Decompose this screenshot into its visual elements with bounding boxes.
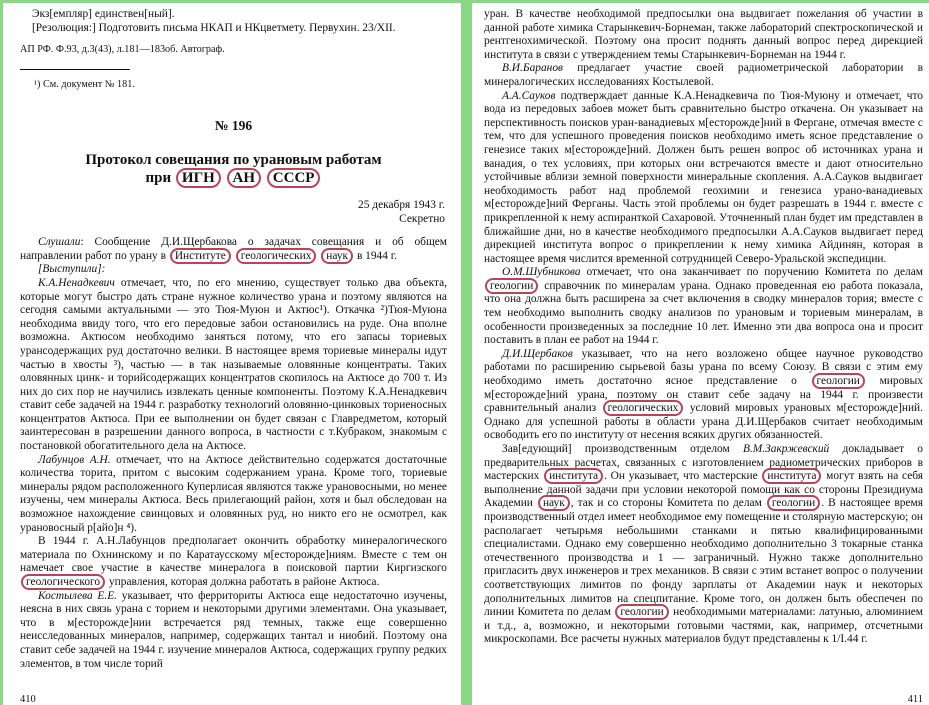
highlight-circle: геологического [21,574,105,590]
highlight-circle: ИГН [176,168,221,188]
highlight-circle: геологии [615,604,668,620]
highlight-circle: геологии [485,278,538,294]
page-right [472,3,929,705]
highlight-circle: геологии [767,495,820,511]
paragraph: Слушали: Сообщение Д.И.Щербакова о задачах совещания и об общем направлении работ по урану в Институте геологических наук в 1944 г. [20,236,447,262]
paragraph: Зав[едующий] производственным отделом В.М.Закржевский докладывает о предварительных расчетах, связанных с изготовлением радиометрических приборов в мастерских института . Он указывает, что мастерские института могут взять на себя выполнение данной задачи при условии некоторой помощи как со стороны Президиума Академии наук , так и со стороны Комитета по делам геологии . В настоящее время производственный отдел имеет необходимое ему помещение и столярную мастерскую; он располагает четырьмя небольшими станками и пятью квалифицированными специалистами. Однако ему совершенно необходимо дополнительно 3 токарные станка отечественного производства и 1 — заграничный. Нужно также дополнительно пригласить двух инженеров и трех механиков. В связи с этим встанет вопрос о получении соответствующих лимитов по фонду зарплаты от Академии наук и некоторых дополнительных лимитов на спецпитание. Кроме того, он должен быть обеспечен по линии Комитета по делам геологии необходимыми материалами: латунью, алюминием и т.д., а, возможно, и некоторыми готовыми частями, как, например, отсчетными микроскопами. Все расчеты нужных материалов будут представлены к 1/I.44 г. [484,443,924,646]
footnote: ¹) См. документ № 181. [34,78,135,90]
document-title: Протокол совещания по урановым работам при ИГН АН СССР [85,151,382,186]
speakers-label: [Выступили]: [38,263,106,276]
highlight-circle: АН [227,168,262,188]
highlight-circle: геологических [603,400,684,416]
highlight-circle: института [544,468,603,484]
page-number: 411 [907,694,923,705]
paragraph: В.И.Баранов предлагает участие своей радиометрической лаборатории в минералогических исследованиях Костылевой. [484,62,923,88]
resolution-note: [Резолюция:] Подготовить письма НКАП и НКцветмету. Первухин. 23/XII. [32,21,396,34]
page-left [3,3,461,705]
highlight-circle: Институте [170,248,231,264]
footnote-separator [20,69,130,70]
highlight-circle: геологических [236,248,317,264]
highlight-circle: института [762,468,821,484]
paragraph: уран. В качестве необходимой предпосылки она выдвигает пожелания об участии в данной работе химика Старынкевич-Борнеман, также лабораторий спектроскопической и рентгенохимической. Поэтому она просит поднять данный вопрос перед дирекцией института в связи с утверждением темы Старынкевич-Борнеман на 1944 г. [484,8,923,61]
paragraph: Лабунцов А.Н. отмечает, что на Актюсе действительно содержатся достаточные количества торита, притом с высоким содержанием урана. Кроме того, ториевые минералы рядом расположенного Куперлисая являются также урановосными, но менее изучены, чем минералы Актюса. Весь прилегающий район, хотя и был обследован на возможное нахождение свинцовых и оловянных руд, но никто его не осмотрел, как урановосный р[айо]н ⁴). [20,453,447,534]
highlight-circle: наук [321,248,353,264]
archive-reference: АП РФ. Ф.93, д.3(43), л.181—183об. Автограф. [20,44,225,56]
paragraph: Костылева Е.Е. указывает, что ферриториты Актюса еще недостаточно изучены, неясна в них связь урана с торием и некоторыми другими элементами. Она указывает, что в м[есторожде]нии встречается ряд темных, также еще совершенно неисследованных минералов, например, содержащих тантал и ниобий. Поэтому она ставит себе задачей на 1944 г. изучение минералов Актюса, содержащих группу редких элементов, в том числе торий [20,589,447,670]
paragraph: О.М.Шубникова отмечает, что она заканчивает по поручению Комитета по делам геологии справочник по минералам урана. Однако проведенная ею работа показала, что она должна быть расширена за счет включения в сводку минералов тория; вместе с тем необходимо выполнить сводку анализов по урановым и ториевым минералам, в особенности произведенных за последние 10 лет. Именно эти два вопроса она и просит поставить в план ее работ на 1944 г. [484,266,923,347]
paragraph: В 1944 г. А.Н.Лабунцов предполагает окончить обработку минералогического материала по Охнинскому и по Каратаусскому м[есторожде]ниям. Вместе с тем он намечает свое участие в качестве минералога в поисковой партии Киргизского геологического управления, которая должна работать в районе Актюса. [20,535,447,588]
paragraph: Д.И.Щербаков указывает, что на него возложено общее научное руководство работами по расширению сырьевой базы урана по всему Союзу. В связи с этим ему необходимо иметь достаточно ясное представление о геологии мировых м[есторожде]ний урана, поэтому он ставит себе задачу на 1944 г. произвести сравнительный анализ геологических условий мировых урановых м[есторожде]ний. Однако для успешной работы в области урана Д.И.Щербаков считает необходимым освободить его по институту от несения всяких других обязанностей. [484,347,923,442]
document-date: 25 декабря 1943 г. [358,198,445,211]
page-number: 410 [20,694,36,705]
paragraph: К.А.Ненадкевич отмечает, что, по его мнению, существует только два объекта, которые могут быстро дать стране нужное количество урана и поэтому являются на сегодня самыми актуальными — это Тюя-Муюн и Актюс¹). Откачка ²)Тюя-Муюна необходима ввиду того, что его передовые забои остановились на руде. Она вполне возможна. Актюсом необходимо заняться потому, что его запасы ториевых урансодержащих руд достаточно велики. В настоящее время ториевые минералы идут частью в хвосты ³), частью — в так называемые оловянные концентраты. Таких оловянных цинк- и торийсодержащих концентратов скопилось на Актюсе до 700 т. Из них до сих пор не научились извлекать ценные компоненты. Поэтому К.А.Ненадкевич ставит себе задачей на 1944 г. разработку технологий оловянно-цинковых ториеносных концентратов Актюса. При ее выполнении он будет связан с Главредметом, который заинтересован в разрешении данного вопроса, в частности с т.Кубраком, знакомым с постановкой обогатительного дела на Актюсе. [20,276,447,453]
highlight-circle: геологии [812,373,865,389]
secrecy-stamp: Секретно [399,212,445,225]
paragraph: А.А.Сауков подтверждает данные К.А.Ненадкевича по Тюя-Муюну и отмечает, что вода из передовых забоев может быть сравнительно быстро откачена. Он указывает на перспективность поисков уран-ванадиевых м[есторожде]ний в Фергане, отмечая вместе с тем, что для успешного проведения поисков необходимо иметь ясное представление о генезисе таких м[есторожде]ний. Должен быть решен вопрос об источниках урана и ванадия, о тех условиях, при которых они встречаются вместе и дают относительно устойчивые вблизи земной поверхности минеральные скопления. А.А.Сауков выдвигает необходимость работ над проблемой геохимии и генезиса урано-ванадиевых м[есторожде]ний Ферганы. Часть этой проблемы он будет разрешать в 1944 г. вместе с прикрепленной к нему аспиранткой Сахаровой. Уточненный план будет им представлен в ближайшие дни, но в качестве необходимого предпосылки А.А.Сауков выдвигает перед дирекцией института вопрос о прикреплении к нему химика Айдинян, которая в настоящее время числится временной сотрудницей Северо-Уральской экспедиции. [484,89,923,265]
highlight-circle: СССР [267,168,321,188]
copy-note: Экз[емпляр] единствен[ный]. [32,8,175,20]
highlight-circle: наук [538,495,570,511]
document-number: № 196 [214,118,253,134]
